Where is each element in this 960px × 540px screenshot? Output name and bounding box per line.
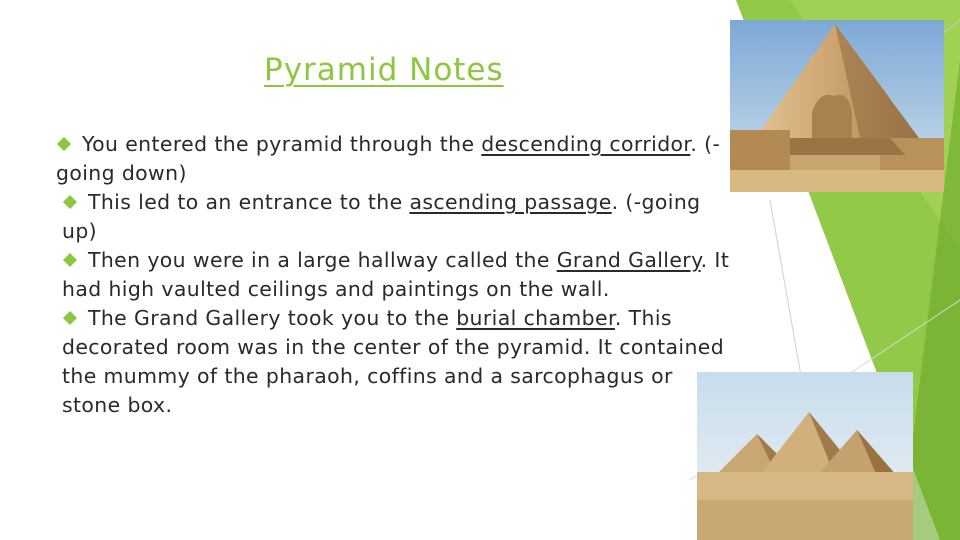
- underlined-term: Grand Gallery: [556, 248, 701, 272]
- underlined-term: burial chamber: [456, 306, 615, 330]
- bullet-item: [62, 304, 730, 420]
- underlined-term: ascending passage: [409, 190, 612, 214]
- bullet-text: You entered the pyramid through the: [82, 132, 482, 156]
- bullet-text: . (-going down): [56, 132, 721, 185]
- diamond-bullet-icon: [62, 303, 88, 332]
- sphinx-and-pyramid-photo: [730, 20, 944, 192]
- underlined-term: descending corridor: [481, 132, 691, 156]
- bullet-text: This led to an entrance to the: [88, 190, 410, 214]
- bullet-item: [56, 130, 730, 188]
- diamond-bullet-icon: [62, 245, 88, 274]
- bullet-item: [62, 246, 730, 304]
- bullet-text: . (-going up): [62, 190, 701, 243]
- bullet-item: [62, 188, 730, 246]
- diamond-bullet-icon: [56, 129, 82, 158]
- slide-title: Pyramid Notes: [264, 52, 504, 88]
- giza-pyramids-photo: [697, 372, 913, 540]
- bullet-text: . This decorated room was in the center of the pyramid. It contained the mummy of the pharaoh, coffins and a sarcophagus or stone box.: [62, 306, 725, 417]
- bullet-text: . It had high vaulted ceilings and paintings on the wall.: [62, 248, 730, 301]
- notes-text: [56, 130, 730, 420]
- diamond-bullet-icon: [62, 187, 88, 216]
- bullet-text: Then you were in a large hallway called the: [88, 248, 557, 272]
- bullet-text: The Grand Gallery took you to the: [88, 306, 457, 330]
